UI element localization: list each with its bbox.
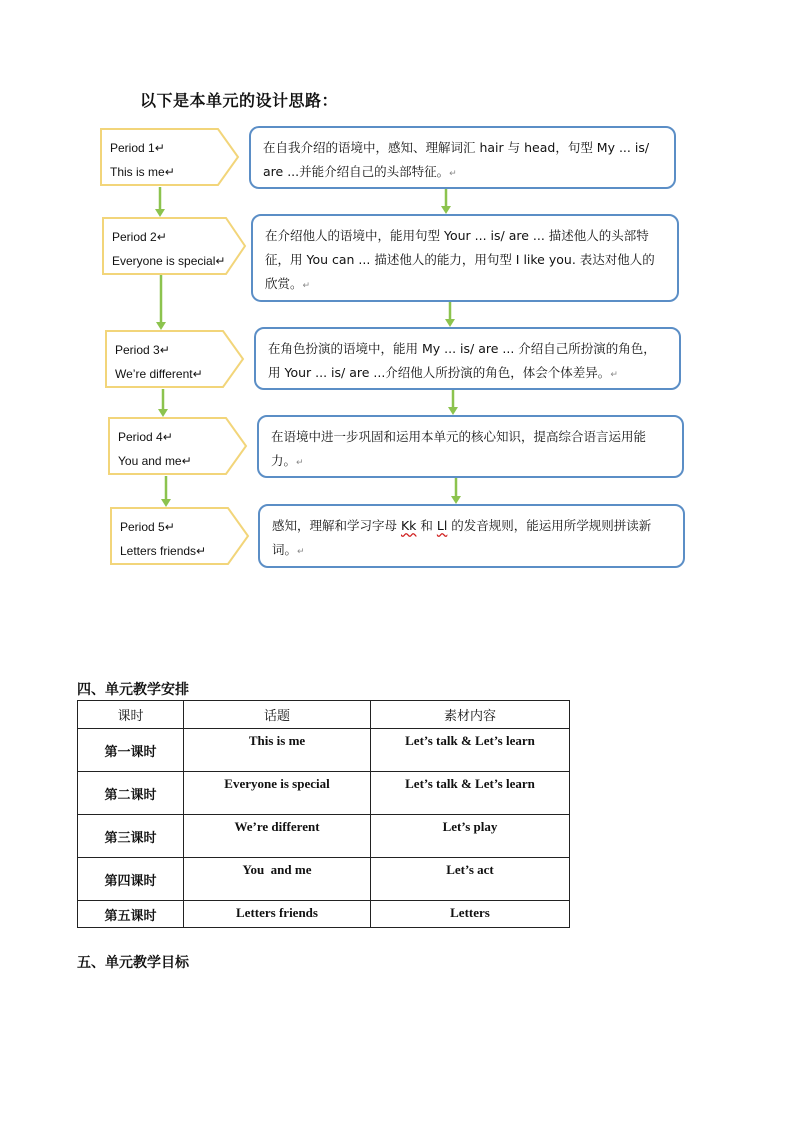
arrowhead-b2-b3	[445, 319, 455, 327]
spell-flag-kk: Kk	[400, 518, 417, 533]
period-1-chevron: Period 1↵ This is me↵	[100, 128, 240, 186]
lesson-cell: 第五课时	[78, 901, 184, 928]
header-topic: 话题	[184, 701, 371, 729]
period-3-chevron: Period 3↵ We’re different↵	[105, 330, 245, 388]
section-4-title: 四、单元教学安排	[77, 682, 189, 698]
period-label: Period 2	[112, 230, 157, 244]
period-title: We’re different	[115, 367, 193, 381]
period-title: Everyone is special	[112, 254, 216, 268]
period-1-description: 在自我介绍的语境中，感知、理解词汇 hair 与 head，句型 My ... is/ are ...并能介绍自己的头部特征。↵	[249, 126, 676, 189]
period-title: You and me	[118, 454, 182, 468]
period-title: Letters friends	[120, 544, 197, 558]
material-cell: Let’s act	[371, 858, 570, 901]
topic-cell: Everyone is special	[184, 772, 371, 815]
lesson-cell: 第一课时	[78, 729, 184, 772]
schedule-table	[77, 700, 570, 928]
period-label: Period 5	[120, 520, 165, 534]
period-label: Period 3	[115, 343, 160, 357]
topic-cell: Letters friends	[184, 901, 371, 928]
lesson-cell: 第三课时	[78, 815, 184, 858]
arrowhead-b1-b2	[441, 206, 451, 214]
arrowhead-p4-p5	[161, 499, 171, 507]
table-row	[78, 901, 570, 928]
lesson-cell: 第二课时	[78, 772, 184, 815]
arrowhead-b4-b5	[451, 496, 461, 504]
topic-cell: This is me	[184, 729, 371, 772]
lesson-cell: 第四课时	[78, 858, 184, 901]
period-2-description: 在介绍他人的语境中，能用句型 Your ... is/ are ... 描述他人的头部特征，用 You can ... 描述他人的能力，用句型 I like you. 表达对他人的欣赏。↵	[251, 214, 679, 302]
arrowhead-p1-p2	[155, 209, 165, 217]
table-row	[78, 858, 570, 901]
period-5-chevron: Period 5↵ Letters friends↵	[110, 507, 250, 565]
table-header-row	[78, 701, 570, 729]
table-row	[78, 772, 570, 815]
intro-heading: 以下是本单元的设计思路：	[140, 91, 339, 110]
topic-cell: You and me	[184, 858, 371, 901]
arrowhead-p2-p3	[156, 322, 166, 330]
material-cell: Let’s play	[371, 815, 570, 858]
table-row	[78, 729, 570, 772]
topic-cell: We’re different	[184, 815, 371, 858]
arrowhead-p3-p4	[158, 409, 168, 417]
period-5-description: 感知，理解和学习字母 Kk 和 Ll 的发音规则，能运用所学规则拼读新词。↵	[258, 504, 685, 568]
material-cell: Let’s talk & Let’s learn	[371, 729, 570, 772]
period-2-chevron: Period 2↵ Everyone is special↵	[102, 217, 247, 275]
period-4-description: 在语境中进一步巩固和运用本单元的核心知识，提高综合语言运用能力。↵	[257, 415, 684, 478]
spell-flag-ll: Ll	[436, 518, 448, 533]
period-label: Period 1	[110, 141, 155, 155]
period-label: Period 4	[118, 430, 163, 444]
material-cell: Let’s talk & Let’s learn	[371, 772, 570, 815]
period-3-description: 在角色扮演的语境中，能用 My ... is/ are ... 介绍自己所扮演的角色，用 Your ... is/ are ...介绍他人所扮演的角色，体会个体差异。↵	[254, 327, 681, 390]
period-4-chevron: Period 4↵ You and me↵	[108, 417, 248, 475]
table-row	[78, 815, 570, 858]
period-title: This is me	[110, 165, 165, 179]
header-material: 素材内容	[371, 701, 570, 729]
arrowhead-b3-b4	[448, 407, 458, 415]
material-cell: Letters	[371, 901, 570, 928]
header-lesson: 课时	[78, 701, 184, 729]
section-5-title: 五、单元教学目标	[77, 955, 189, 971]
